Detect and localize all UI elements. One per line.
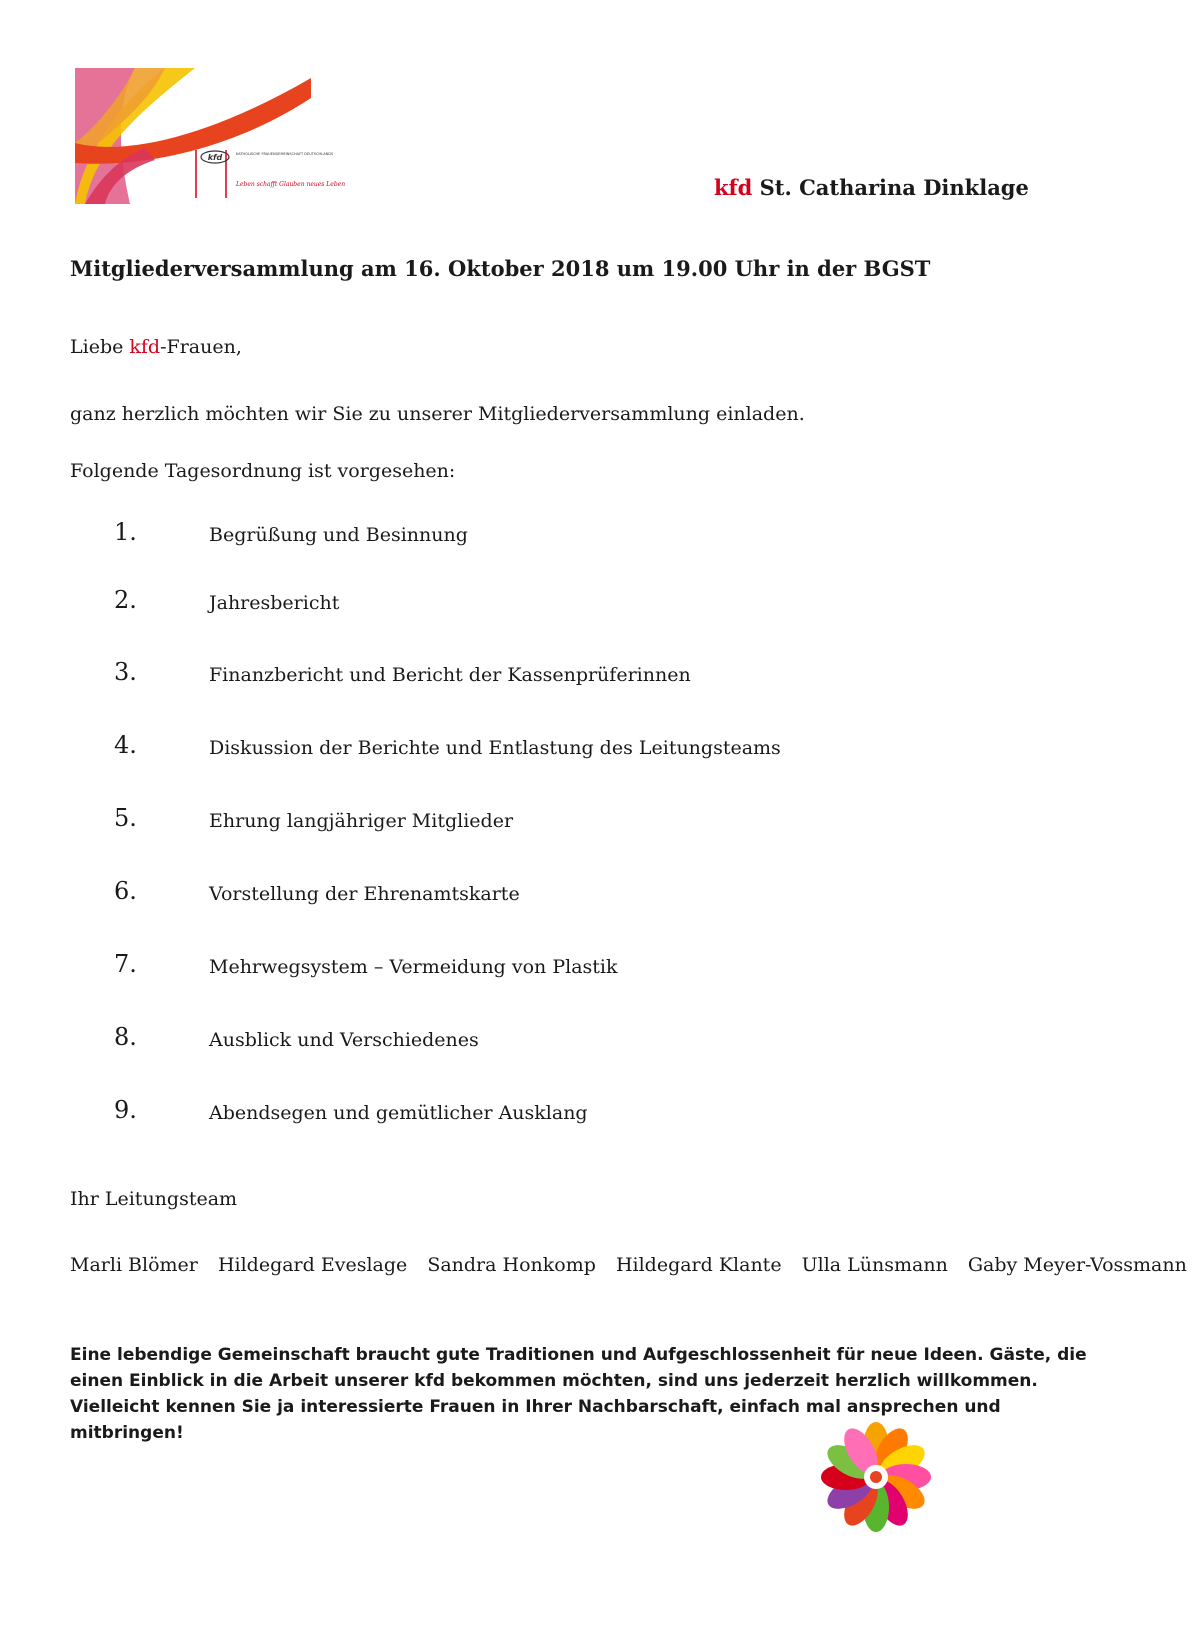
team-members [70,1254,1201,1276]
agenda-number: 3. [114,658,137,686]
agenda-number: 8. [114,1023,137,1051]
logo-script: Leben schafft Glauben neues Leben [236,181,346,188]
agenda-number: 6. [114,877,137,905]
agenda-text: Abendsegen und gemütlicher Ausklang [209,1102,588,1124]
team-member: Marli Blömer [70,1254,198,1276]
agenda-item [0,1096,1158,1140]
agenda-number: 9. [114,1096,137,1124]
agenda-item [0,658,1158,702]
agenda-item [0,1023,1158,1067]
agenda-text: Ausblick und Verschiedenes [209,1029,479,1051]
agenda-text: Finanzbericht und Bericht der Kassenprüferinnen [209,664,691,686]
team-member: Sandra Honkomp [427,1254,596,1276]
parish-prefix: kfd [714,175,753,200]
agenda-text: Begrüßung und Besinnung [209,524,468,546]
greeting-suffix: -Frauen, [160,336,242,358]
agenda-number: 4. [114,731,137,759]
kfd-logo-image [75,68,346,204]
agenda-item [0,877,1158,921]
parish-name [714,175,1029,200]
agenda-text: Jahresbericht [209,592,340,614]
team-member: Gaby Meyer-Vossmann [967,1254,1187,1276]
agenda-text: Mehrwegsystem – Vermeidung von Plastik [209,956,618,978]
agenda-text: Ehrung langjähriger Mitglieder [209,810,514,832]
agenda-number: 1. [114,518,137,546]
greeting [70,336,242,358]
greeting-highlight: kfd [129,336,161,358]
flower-center-dot [870,1471,882,1483]
intro-paragraph: ganz herzlich möchten wir Sie zu unserer Mitgliederversammlung einladen. [70,403,805,425]
team-member: Hildegard Eveslage [217,1254,408,1276]
greeting-prefix: Liebe [70,336,130,358]
parish-title: St. Catharina Dinklage [759,175,1029,200]
logo-text: kfd [207,153,223,162]
agenda-item [0,731,1158,775]
agenda-number: 7. [114,950,137,978]
agenda-number: 5. [114,804,137,832]
agenda-text: Vorstellung der Ehrenamtskarte [209,883,520,905]
logo-subtext: KATHOLISCHE FRAUENGEMEINSCHAFT DEUTSCHLANDS [236,152,334,156]
agenda-intro: Folgende Tagesordnung ist vorgesehen: [70,460,456,482]
agenda-text: Diskussion der Berichte und Entlastung des Leitungsteams [209,737,781,759]
agenda-item [0,518,1158,562]
agenda-item [0,950,1158,994]
page-title: Mitgliederversammlung am 16. Oktober 2018 um 19.00 Uhr in der BGST [70,256,931,281]
agenda-item [0,586,1158,630]
team-member: Ulla Lünsmann [801,1254,948,1276]
team-member: Hildegard Klante [615,1254,782,1276]
agenda-item [0,804,1158,848]
agenda-number: 2. [114,586,137,614]
flower-image [821,1422,931,1532]
closing-paragraph: Eine lebendige Gemeinschaft braucht gute Traditionen und Aufgeschlossenheit für neue Ideen. Gäste, die einen Einblick in die Arbeit unserer kfd bekommen möchten, sind uns jederzeit herzlich willkommen. Vielleicht kennen Sie ja interessierte Frauen in Ihrer Nachbarschaft, einfach mal ansprechen und mitbringen! [70,1345,1087,1443]
signoff: Ihr Leitungsteam [70,1188,238,1210]
